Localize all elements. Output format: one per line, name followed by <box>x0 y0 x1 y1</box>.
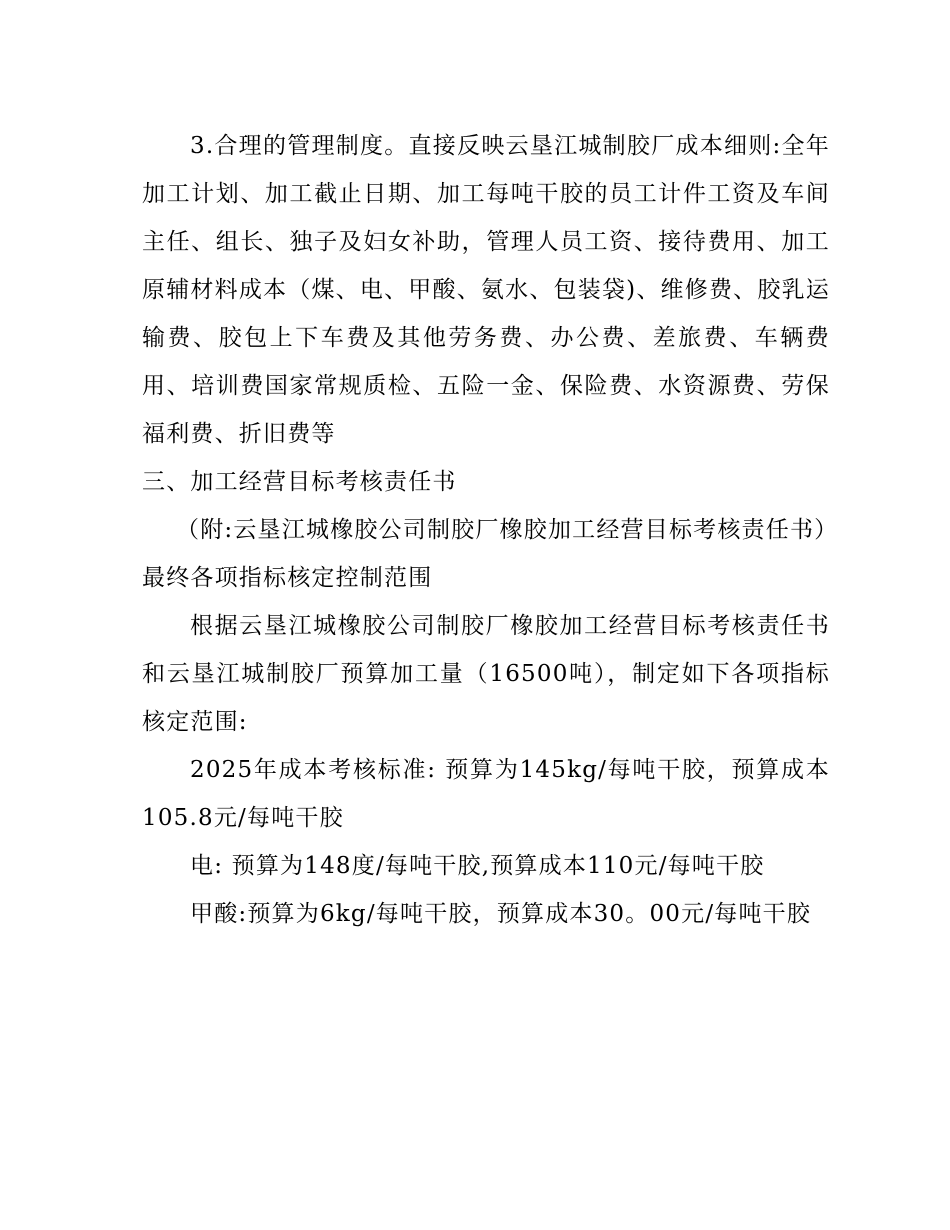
paragraph-electricity-budget: 电: 预算为148度/每吨干胶,预算成本110元/每吨干胶 <box>190 853 765 879</box>
paragraph-formic-acid-budget: 甲酸:预算为6kg/每吨干胶，预算成本30。00元/每吨干胶 <box>190 901 812 927</box>
section-heading-3: 三、加工经营目标考核责任书 <box>142 469 457 495</box>
paragraph-cost-standard: 2025年成本考核标准: 预算为145kg/每吨干胶，预算成本105.8元/每吨干胶 <box>142 757 830 831</box>
sub-heading-indicator-range: 最终各项指标核定控制范围 <box>142 565 433 591</box>
paragraph-management-system: 3.合理的管理制度。直接反映云垦江城制胶厂成本细则:全年加工计划、加工截止日期、加工每吨干胶的员工计件工资及车间主任、组长、独子及妇女补助，管理人员工资、接待费用、加工原辅材料成本（煤、电、甲酸、氨水、包装袋)、维修费、胶乳运输费、胶包上下车费及其他劳务费、办公费、差旅费、车辆费用、培训费国家常规质检、五险一金、保险费、水资源费、劳保福利费、折旧费等 <box>142 133 830 447</box>
paragraph-budget-basis: 根据云垦江城橡胶公司制胶厂橡胶加工经营目标考核责任书和云垦江城制胶厂预算加工量（16500吨），制定如下各项指标核定范围: <box>142 613 830 735</box>
paragraph-attachment-note: （附:云垦江城橡胶公司制胶厂橡胶加工经营目标考核责任书） <box>176 517 839 543</box>
